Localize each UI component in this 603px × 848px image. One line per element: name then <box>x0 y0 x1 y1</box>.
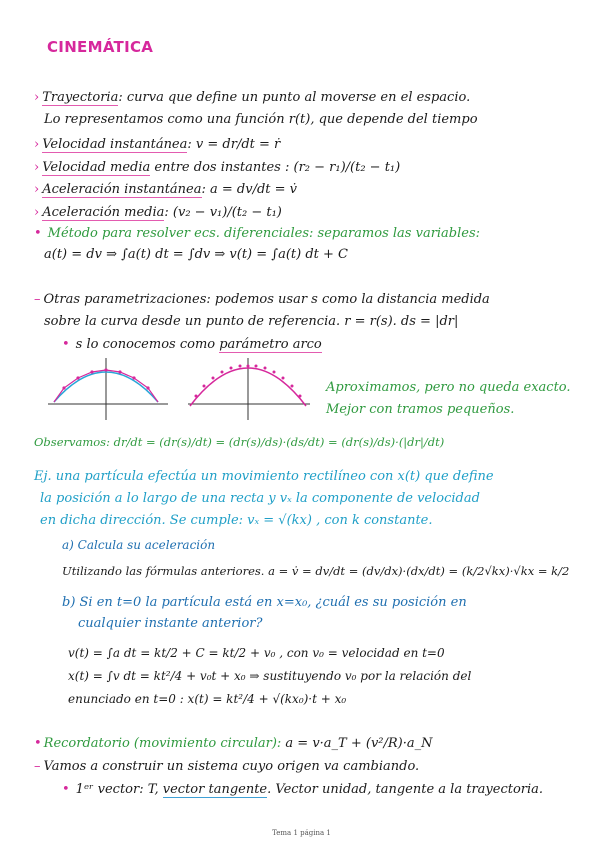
note-vector-tangente: • 1ᵉʳ vector: T, vector tangente. Vector unidad, tangente a la trayectoria. <box>62 782 544 797</box>
page-title: CINEMÁTICA <box>47 38 154 56</box>
apartado-b-line-1: b) Si en t=0 la partícula está en x=x₀, ¿cuál es su posición en <box>62 595 467 610</box>
term-aceleracion-media: Aceleración media <box>42 205 165 220</box>
note-observamos: Observamos: dr/dt = (dr(s)/dt) = (dr(s)/ds)·(ds/dt) = (dr(s)/ds)·(|dr|/dt) <box>34 435 445 449</box>
apartado-a-solucion: Utilizando las fórmulas anteriores. a = v̇ = dv/dt = (dv/dx)·(dx/dt) = (k/2√kx)·√kx = k/2 <box>62 564 570 578</box>
metodo-text: Método para resolver ecs. diferenciales: separamos las variables: <box>47 226 481 241</box>
note-line-curva-referencia: sobre la curva desde un punto de referencia. r = r(s). ds = |dr| <box>44 314 459 329</box>
diagram-right <box>188 358 310 420</box>
apartado-b-line-2: cualquier instante anterior? <box>78 616 263 631</box>
note-line-integral: a(t) = dv ⇒ ∫a(t) dt = ∫dv ⇒ v(t) = ∫a(t) dt + C <box>44 247 348 262</box>
recordatorio-formula: a = v·a_T + (v²/R)·a_N <box>285 736 433 751</box>
apartado-b-velocidad: v(t) = ∫a dt = kt/2 + C = kt/2 + v₀ , con v₀ = velocidad en t=0 <box>68 646 445 660</box>
note-line-velocidad-instantanea: › Velocidad instantánea: v = dr/dt = ṙ <box>34 137 281 152</box>
note-sistema: – Vamos a construir un sistema cuyo origen va cambiando. <box>34 759 420 774</box>
apartado-b-enunciado: enunciado en t=0 : x(t) = kt²/4 + √(kx₀)·t + x₀ <box>68 692 347 706</box>
aceleracion-instantanea-formula: : a = dv/dt = v̇ <box>201 182 298 197</box>
note-line-representacion: Lo representamos como una función r(t), que depende del tiempo <box>44 112 478 127</box>
velocidad-instantanea-formula: : v = dr/dt = ṙ <box>187 137 281 152</box>
trayectoria-def: : curva que define un punto al moverse en el espacio. <box>118 90 471 105</box>
arc-approximation-diagrams <box>40 354 330 424</box>
ejemplo-line-2: la posición a lo largo de una recta y vₓ la componente de velocidad <box>40 491 480 506</box>
diagram-left <box>48 358 168 420</box>
apartado-b-posicion: x(t) = ∫v dt = kt²/4 + v₀t + x₀ ⇒ sustituyendo v₀ por la relación del <box>68 669 472 683</box>
ejemplo-line-3: en dicha dirección. Se cumple: vₓ = √(kx) , con k constante. <box>40 513 433 528</box>
note-line-parametro-arco: • s lo conocemos como parámetro arco <box>62 337 322 352</box>
term-aceleracion-instantanea: Aceleración instantánea <box>42 182 202 197</box>
apartado-a-label: a) Calcula su aceleración <box>62 538 216 552</box>
note-line-parametrizaciones: – Otras parametrizaciones: podemos usar s como la distancia medida <box>34 292 490 307</box>
velocidad-media-formula: entre dos instantes : (r₂ − r₁)/(t₂ − t₁) <box>150 160 401 175</box>
term-parametro-arco: parámetro arco <box>219 337 322 352</box>
page-footer: Tema 1 página 1 <box>272 829 331 837</box>
term-velocidad-media: Velocidad media <box>42 160 151 175</box>
note-line-metodo: • Método para resolver ecs. diferenciales: separamos las variables: <box>34 226 481 241</box>
note-line-aceleracion-instantanea: › Aceleración instantánea: a = dv/dt = v̇ <box>34 182 298 197</box>
ejemplo-line-1: Ej. una partícula efectúa un movimiento rectilíneo con x(t) que define <box>34 469 494 484</box>
aceleracion-media-formula: : (v₂ − v₁)/(t₂ − t₁) <box>164 205 282 220</box>
term-trayectoria: Trayectoria <box>42 90 119 105</box>
note-recordatorio: • Recordatorio (movimiento circular): a = v·a_T + (v²/R)·a_N <box>34 736 433 751</box>
note-line-trayectoria: › Trayectoria: curva que define un punto al moverse en el espacio. <box>34 90 471 105</box>
note-line-velocidad-media: › Velocidad media entre dos instantes : (r₂ − r₁)/(t₂ − t₁) <box>34 160 401 175</box>
note-aproximamos: Aproximamos, pero no queda exacto. <box>326 380 571 395</box>
note-line-aceleracion-media: › Aceleración media: (v₂ − v₁)/(t₂ − t₁) <box>34 205 282 220</box>
note-tramos-pequenos: Mejor con tramos pequeños. <box>326 402 515 417</box>
term-velocidad-instantanea: Velocidad instantánea <box>42 137 188 152</box>
term-vector-tangente: vector tangente <box>162 782 268 797</box>
